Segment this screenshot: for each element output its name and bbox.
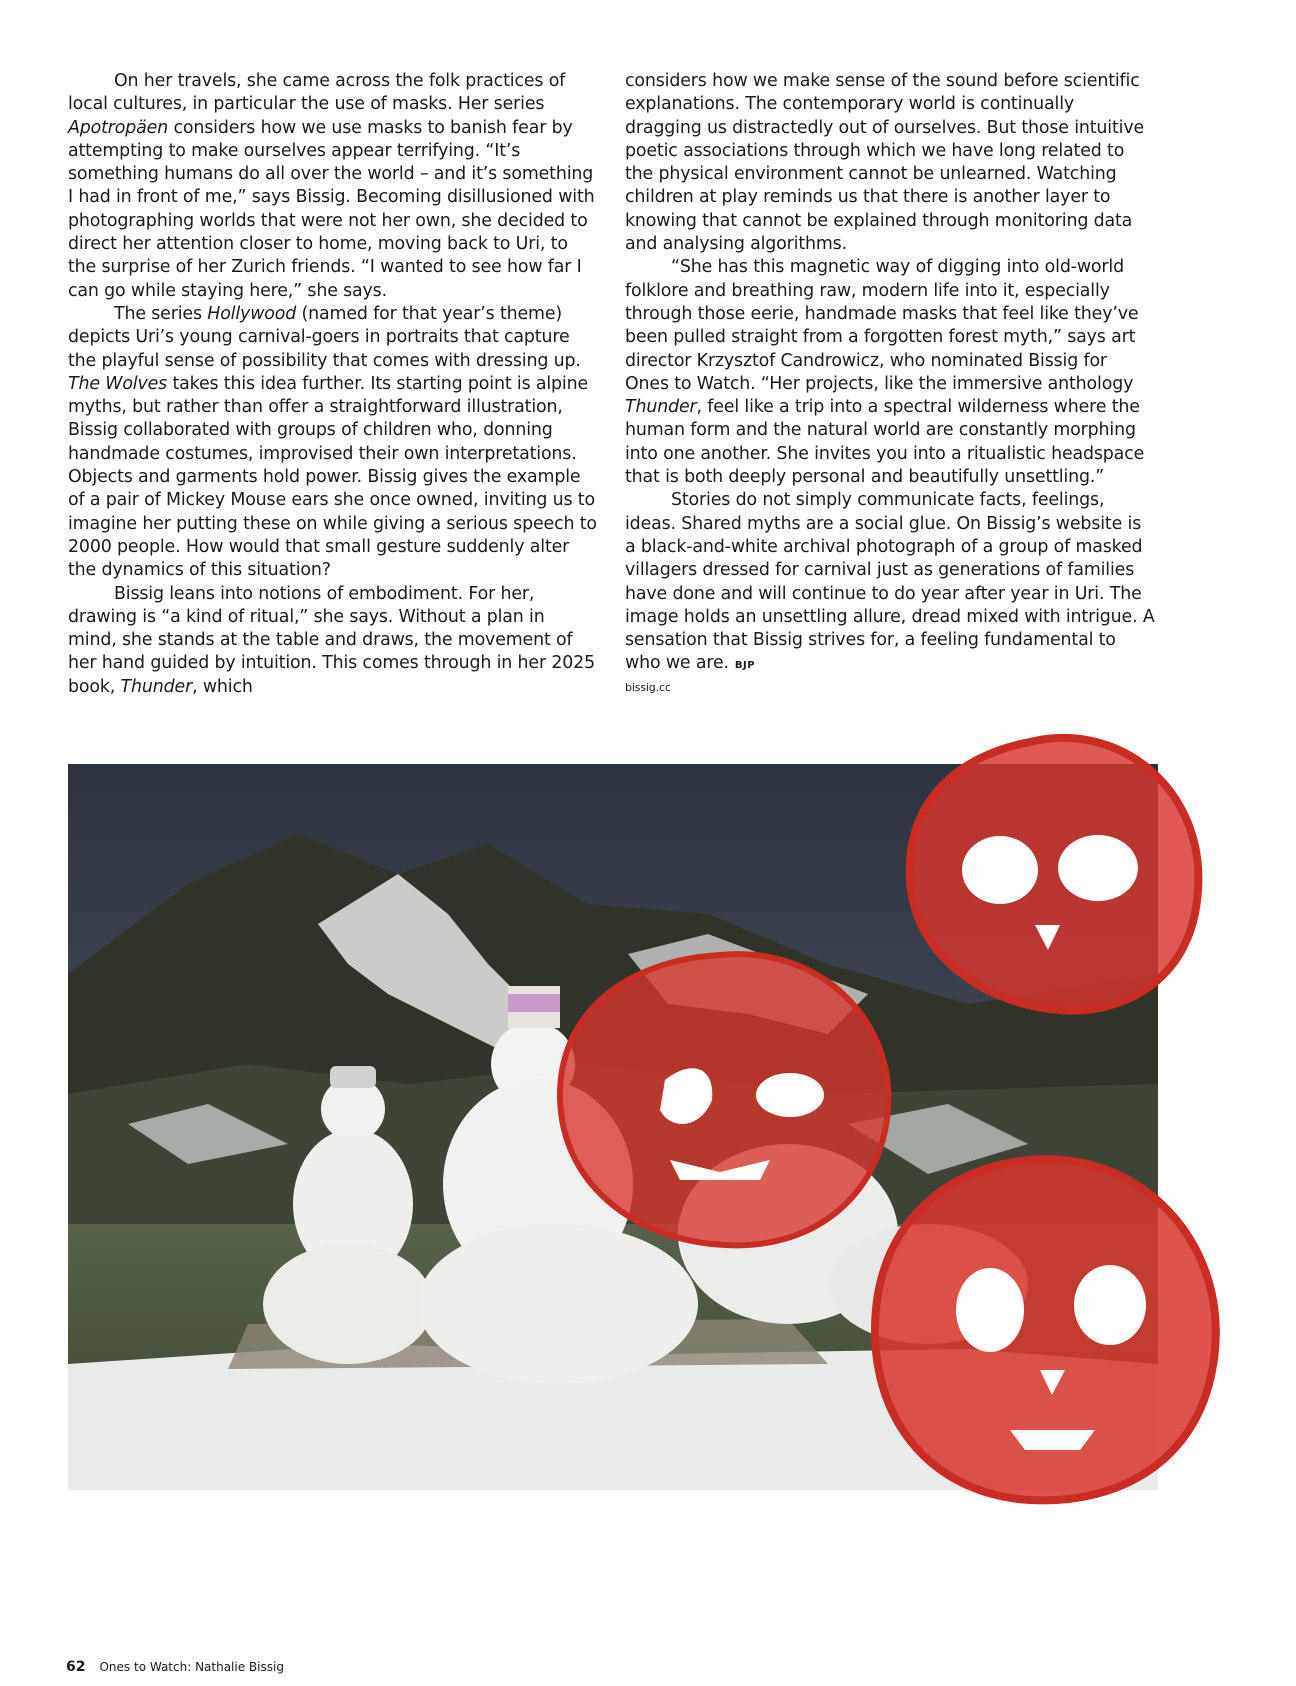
article-paragraph bbox=[68, 303, 598, 583]
work-title: The Wolves bbox=[68, 373, 168, 394]
text-run: considers how we make sense of the sound before scientific explanations. The contemporary world is continually dragging us distractedly out of ourselves. But those intuitive poetic associations through which we have long related to the physical environment cannot be unlearned. Watching children at play reminds us that there is another layer to knowing that cannot be explained through monitoring data and analysing algorithms. bbox=[625, 71, 1145, 255]
article-paragraph bbox=[68, 70, 598, 303]
article-paragraph bbox=[625, 256, 1155, 489]
text-run: “She has this magnetic way of digging into old-world folklore and breathing raw, modern life into it, especially through those eerie, handmade masks that feel like they’ve been pulled straight from a forgotten forest myth,” says art director Krzysztof Candrowicz, who nominated Bissig for Ones to Watch. “Her projects, like the immersive anthology bbox=[625, 257, 1139, 394]
work-title: Thunder bbox=[625, 397, 697, 418]
text-run: Bissig leans into notions of embodiment. For her, drawing is “a kind of ritual,” she says. Without a plan in mind, she stands at the table and draws, the movement of her hand guided by intuition. This comes through in her 2025 book, bbox=[68, 583, 596, 697]
photo-scene bbox=[68, 764, 1158, 1490]
work-title: Thunder bbox=[120, 676, 193, 697]
article-paragraph bbox=[625, 70, 1155, 256]
page-footer bbox=[66, 1659, 284, 1675]
text-run: takes this idea further. Its starting point is alpine myths, but rather than offer a straightforward illustration, Bissig collaborated with groups of children who, donning handmade costumes, improvised their own interpretations. Objects and garments hold power. Bissig gives the example of a pair of Mickey Mouse ears she once owned, inviting us to imagine her putting these on while giving a serious speech to 2000 people. How would that small gesture suddenly alter the dynamics of this situation? bbox=[68, 373, 597, 581]
text-run: Stories do not simply communicate facts, feelings, ideas. Shared myths are a social glue. On Bissig’s website is a black-and-white archival photograph of a group of masked villagers dressed for carnival just as generations of families have done and will continue to do year after year in Uri. The image holds an unsettling allure, dread mixed with intrigue. A sensation that Bissig strives for, a feeling fundamental to who we are. bbox=[625, 490, 1155, 674]
text-run: , feel like a trip into a spectral wilderness where the human form and the natural world are constantly morphing into one another. She invites you into a ritualistic headspace that is both deeply personal and beautifully unsettling.” bbox=[625, 397, 1145, 488]
article-left-column bbox=[68, 70, 598, 699]
work-title: Hollywood bbox=[207, 303, 297, 324]
article-right-column bbox=[625, 70, 1155, 696]
article-paragraph bbox=[625, 489, 1155, 677]
website-link[interactable]: bissig.cc bbox=[625, 680, 671, 694]
snowmen-photograph bbox=[68, 764, 1158, 1490]
text-run: considers how we use masks to banish fear by attempting to make ourselves appear terrifying. “It’s something humans do all over the world – and it’s something I had in front of me,” says Bissig. Becoming disillusioned with photographing worlds that were not her own, she decided to direct her attention closer to home, moving back to Uri, to the surprise of her Zurich friends. “I wanted to see how far I can go while staying here,” she says. bbox=[68, 117, 595, 301]
text-run: The series bbox=[114, 303, 208, 324]
section-title: Ones to Watch: Nathalie Bissig bbox=[99, 1660, 284, 1674]
text-run: On her travels, she came across the folk practices of local cultures, in particular the use of masks. Her series bbox=[68, 71, 566, 115]
text-run: , which bbox=[192, 676, 253, 697]
work-title: Apotropäen bbox=[68, 117, 169, 138]
text-run: (named for that year’s theme) depicts Uri’s young carnival-goers in portraits that capture the playful sense of possibility that comes with dressing up. bbox=[68, 303, 581, 371]
page-number: 62 bbox=[66, 1659, 86, 1675]
article-paragraph bbox=[68, 583, 598, 699]
magazine-signoff: BJP bbox=[734, 660, 756, 672]
